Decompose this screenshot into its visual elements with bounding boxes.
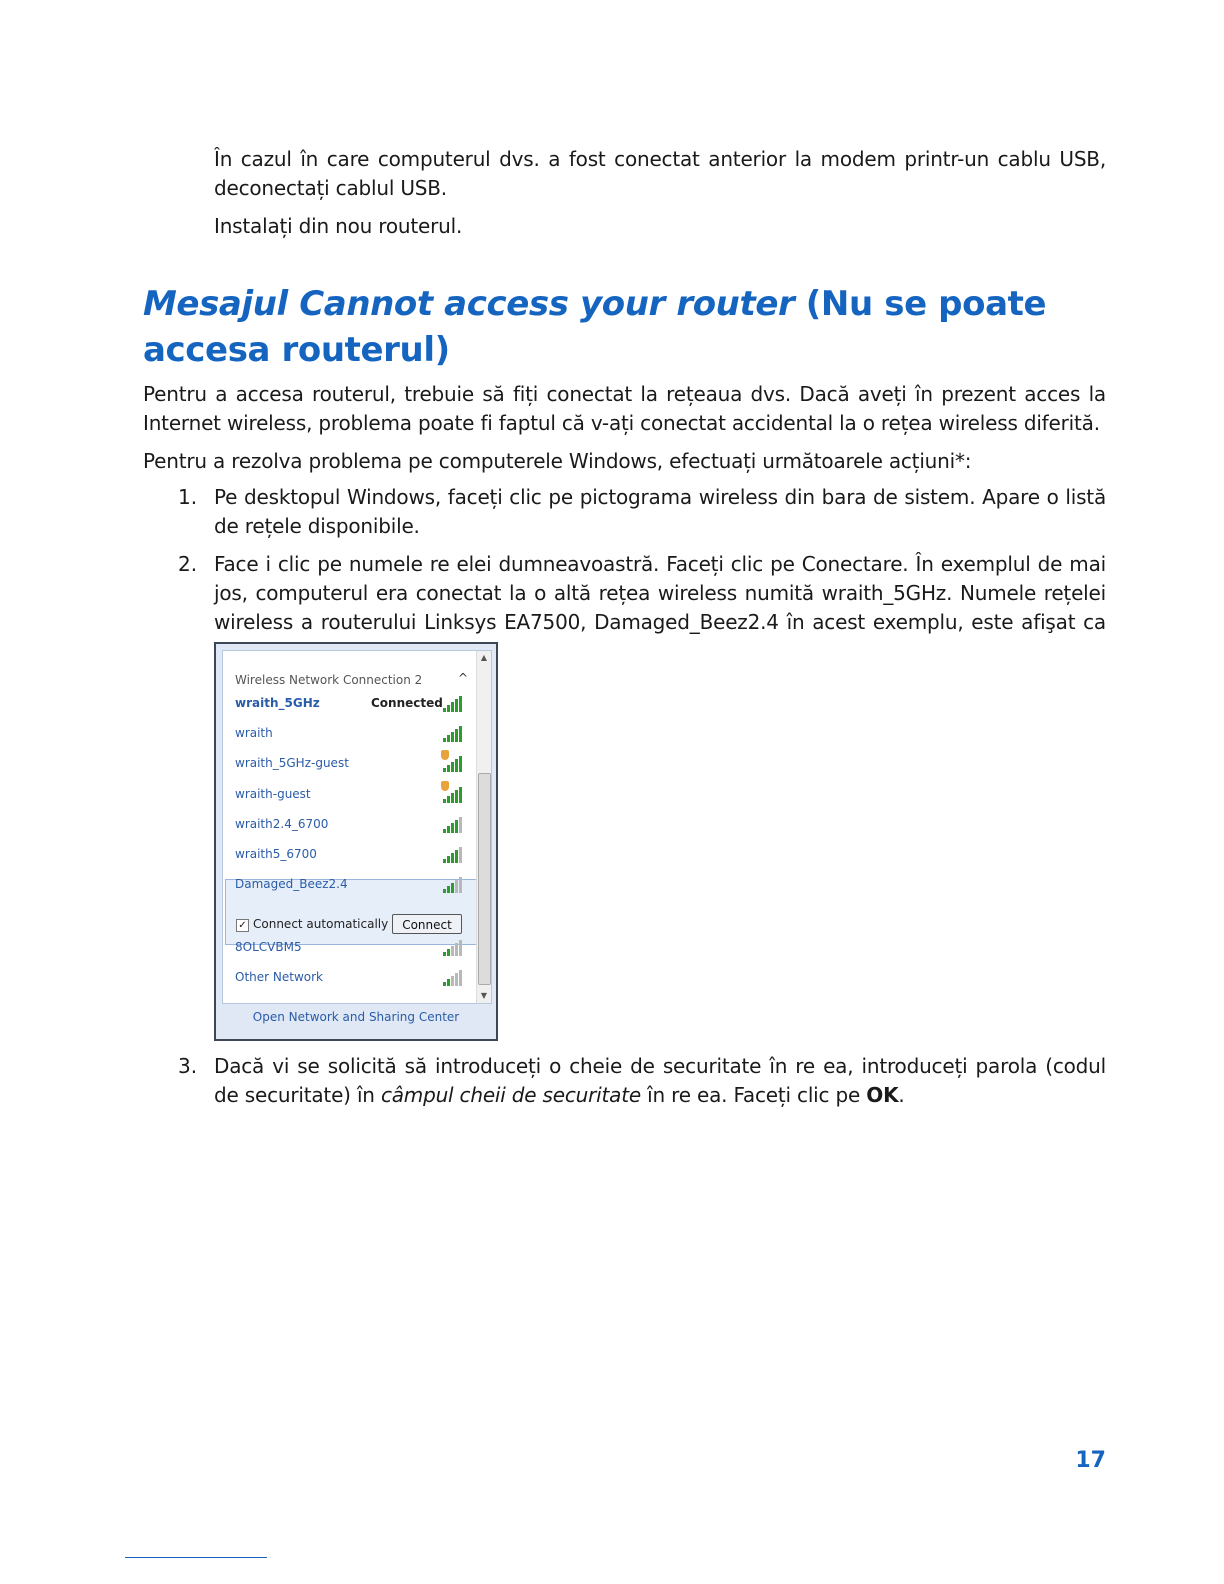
network-list-panel bbox=[222, 650, 492, 1004]
network-row[interactable] bbox=[223, 779, 477, 809]
signal-strength-icon bbox=[443, 815, 465, 833]
network-status: Connected bbox=[371, 696, 443, 710]
network-name: wraith_5GHz-guest bbox=[235, 756, 349, 770]
section-heading bbox=[143, 281, 1063, 373]
network-name: wraith2.4_6700 bbox=[235, 817, 329, 831]
network-row[interactable] bbox=[223, 748, 477, 778]
connect-automatically-label: Connect automatically bbox=[253, 917, 389, 931]
step-3-text bbox=[214, 1052, 1106, 1110]
network-name: Other Network bbox=[235, 970, 323, 984]
scrollbar[interactable] bbox=[476, 651, 491, 1003]
step-3-text-a: Dacă vi se solicită să introduceți o cheie de securitate în re ea, introduceți parola (codul de securitate) în bbox=[214, 1054, 1106, 1107]
open-network-sharing-center-link[interactable]: Open Network and Sharing Center bbox=[252, 1010, 460, 1024]
network-row[interactable] bbox=[223, 839, 477, 869]
connect-automatically-checkbox[interactable]: ✓ bbox=[236, 919, 249, 932]
step-2-text: Face i clic pe numele re elei dumneavoastră. Faceți clic pe Conectare. În exemplul de mai jos, computerul era conectat la o altă rețea wireless numită wraith_5GHz. Numele rețelei wireless a routerului Linksys EA7500, Damaged_Beez2.4 în acest exemplu, este afişat ca bbox=[214, 552, 1106, 634]
network-name: Damaged_Beez2.4 bbox=[235, 877, 348, 891]
security-shield-icon bbox=[441, 750, 449, 760]
footnote-divider bbox=[125, 1557, 267, 1558]
step-3-bold: OK bbox=[866, 1083, 899, 1107]
connection-group-label: Wireless Network Connection 2 bbox=[235, 673, 423, 687]
network-row[interactable] bbox=[223, 962, 477, 992]
network-row[interactable] bbox=[223, 809, 477, 839]
signal-strength-icon bbox=[443, 875, 465, 893]
step-3-emphasis: câmpul cheii de securitate bbox=[380, 1083, 641, 1107]
security-shield-icon bbox=[441, 781, 449, 791]
scroll-thumb[interactable] bbox=[478, 773, 491, 985]
network-row[interactable] bbox=[223, 718, 477, 748]
network-name: wraith bbox=[235, 726, 273, 740]
step-2-number: 2. bbox=[178, 552, 198, 576]
wireless-networks-popup bbox=[214, 642, 498, 1041]
network-row[interactable] bbox=[223, 869, 477, 899]
page-number: 17 bbox=[1075, 1448, 1106, 1473]
step-3-number: 3. bbox=[178, 1054, 198, 1078]
signal-strength-icon bbox=[443, 845, 465, 863]
step-3-text-c: . bbox=[898, 1083, 905, 1107]
signal-strength-icon bbox=[443, 938, 465, 956]
scroll-up-arrow-icon[interactable]: ▲ bbox=[480, 653, 488, 662]
step-1-number: 1. bbox=[178, 485, 198, 509]
intro-paragraph-1: În cazul în care computerul dvs. a fost conectat anterior la modem printr-un cablu USB, deconectați cablul USB. bbox=[214, 147, 1106, 200]
intro-paragraph-2: Instalați din nou routerul. bbox=[214, 214, 463, 238]
network-row[interactable] bbox=[223, 688, 477, 718]
heading-rest: (Nu se poate accesa routerul) bbox=[143, 284, 1047, 370]
signal-strength-icon bbox=[443, 694, 465, 712]
signal-strength-icon bbox=[443, 968, 465, 986]
network-name: wraith_5GHz bbox=[235, 696, 320, 710]
network-row[interactable] bbox=[223, 932, 477, 962]
body-paragraph-2: Pentru a rezolva problema pe computerele Windows, efectuați următoarele acțiuni*: bbox=[143, 449, 972, 473]
scroll-down-arrow-icon[interactable]: ▼ bbox=[480, 991, 488, 1000]
heading-italic: Mesajul Cannot access your router bbox=[143, 284, 795, 324]
chevron-up-icon[interactable]: ^ bbox=[458, 671, 469, 685]
step-3-text-b: în re ea. Faceți clic pe bbox=[640, 1083, 867, 1107]
step-1-text: Pe desktopul Windows, faceți clic pe pictograma wireless din bara de sistem. Apare o listă de rețele disponibile. bbox=[214, 485, 1106, 538]
network-name: 8OLCVBM5 bbox=[235, 940, 302, 954]
network-name: wraith-guest bbox=[235, 787, 311, 801]
connect-button[interactable]: Connect bbox=[392, 914, 462, 934]
body-paragraph-1: Pentru a accesa routerul, trebuie să fiți conectat la rețeaua dvs. Dacă aveți în prezent acces la Internet wireless, problema poate fi faptul că v-ați conectat accidental la o rețea wireless diferită. bbox=[143, 382, 1106, 435]
network-name: wraith5_6700 bbox=[235, 847, 317, 861]
signal-strength-icon bbox=[443, 724, 465, 742]
